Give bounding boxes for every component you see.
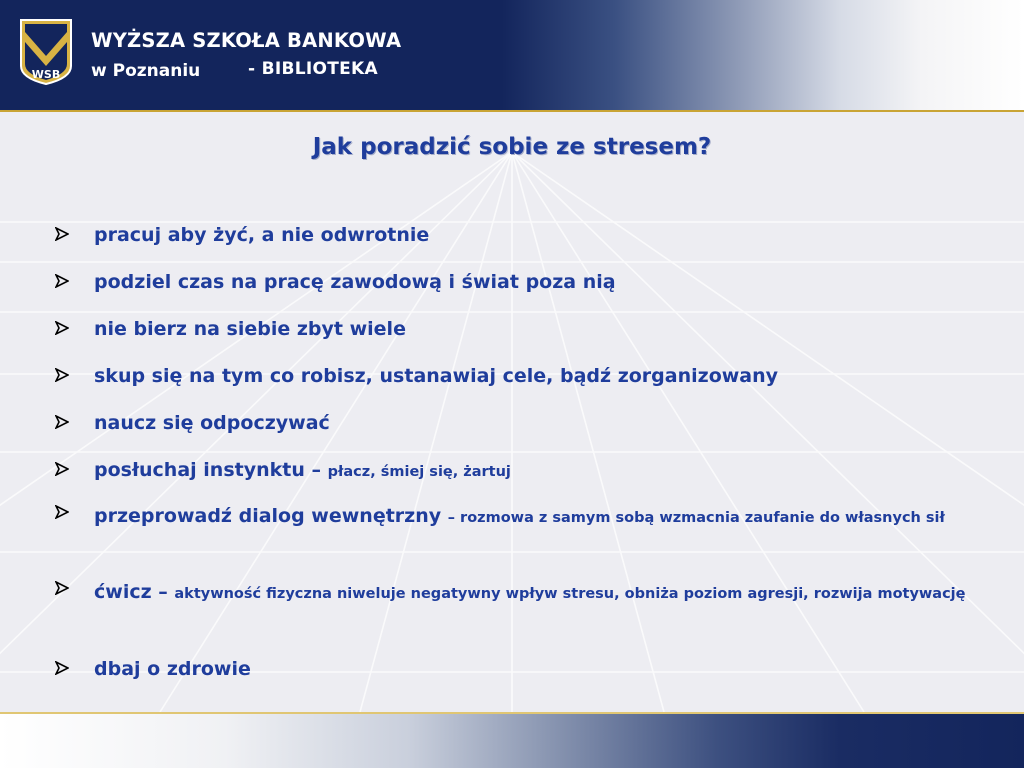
list-item [55,363,975,410]
footer-band [0,714,1024,768]
list-item [55,222,975,269]
arrowhead-bullet-icon [55,368,69,382]
svg-text:WSB: WSB [31,68,61,81]
bullet-detail: – rozmowa z samym sobą wzmacnia zaufanie do własnych sił [447,510,945,526]
arrowhead-bullet-icon [55,274,69,288]
wsb-shield-logo-icon [19,18,73,86]
bullet-text: pracuj aby żyć, a nie odwrotnie [94,224,430,246]
bullet-text: dbaj o zdrowie [94,658,251,680]
bullet-text: podziel czas na pracę zawodową i świat poza nią [94,271,616,293]
school-name: WYŻSZA SZKOŁA BANKOWA [91,29,402,52]
arrowhead-bullet-icon [55,227,69,241]
school-city: w Poznaniu [91,61,201,81]
list-item [55,457,975,504]
arrowhead-bullet-icon [55,462,69,476]
arrowhead-bullet-icon [55,661,69,675]
arrowhead-bullet-icon [55,505,69,519]
arrowhead-bullet-icon [55,581,69,595]
list-item [55,500,975,580]
header-band [0,0,1024,110]
bullet-detail: płacz, śmiej się, żartuj [327,464,511,480]
bullet-text: naucz się odpoczywać [94,412,330,434]
arrowhead-bullet-icon [55,321,69,335]
list-item [55,576,975,656]
bullet-detail: aktywność fizyczna niweluje negatywny wpływ stresu, obniża poziom agresji, rozwija motywację [174,586,966,602]
bullet-text: przeprowadź dialog wewnętrzny [94,505,448,527]
arrowhead-bullet-icon [55,415,69,429]
bullet-text: skup się na tym co robisz, ustanawiaj cele, bądź zorganizowany [94,365,779,387]
bullet-list [55,222,975,703]
list-item [55,410,975,457]
list-item [55,316,975,363]
bullet-text: ćwicz – [94,581,175,603]
department-label: - BIBLIOTEKA [248,59,378,79]
slide-title: Jak poradzić sobie ze stresem? [312,134,712,160]
list-item [55,656,975,703]
list-item [55,269,975,316]
bullet-text: nie bierz na siebie zbyt wiele [94,318,406,340]
bullet-text: posłuchaj instynktu – [94,459,328,481]
